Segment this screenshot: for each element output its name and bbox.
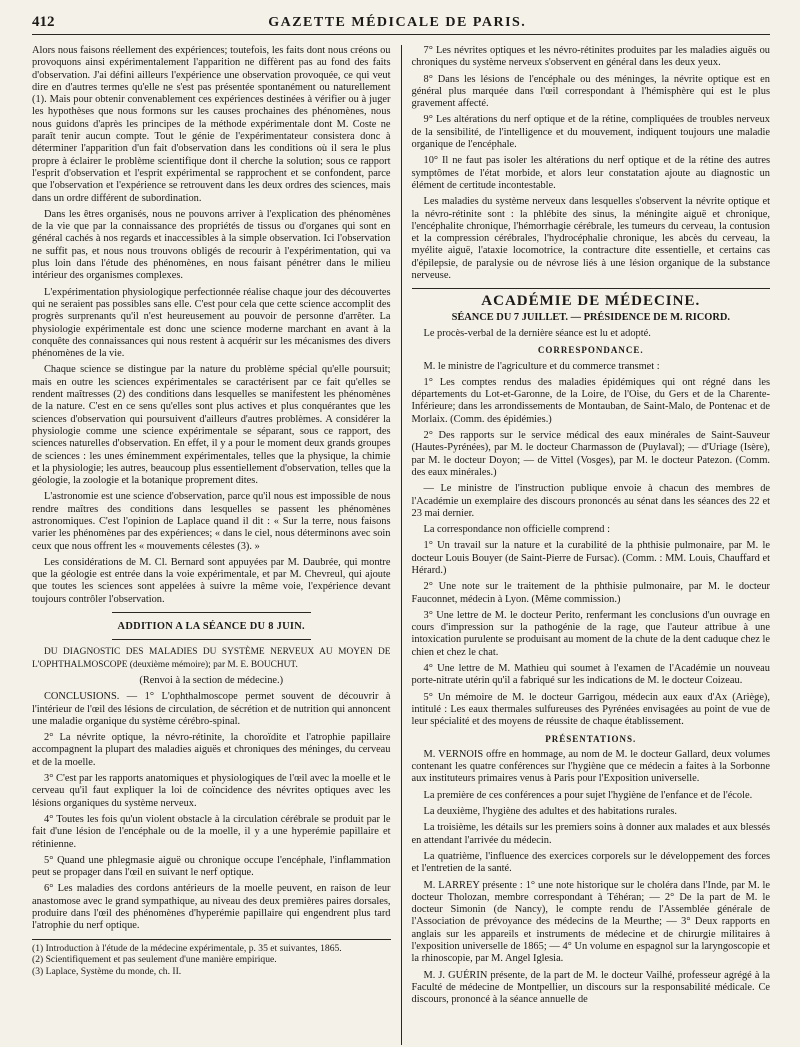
paragraph: 3° Une lettre de M. le docteur Perito, renfermant les conclusions d'un ouvrage en cours d'impression sur la pathogénie de la rage, que l'auteur attribue à une intoxication purulente se produisant au moment de la chute de la dent caduque chez le chien et chez le chat. (411, 609, 770, 658)
paragraph: 5° Un mémoire de M. le docteur Garrigou, médecin aux eaux d'Ax (Ariège), intitulé : Les eaux thermales sulfureuses des Pyrénées envisagées au point de vue de leur spécialité et des moyens de réussite de chaque établissement. (411, 691, 770, 728)
footnotes (32, 939, 391, 978)
left-column (32, 45, 401, 1045)
paragraph: 10° Il ne faut pas isoler les altérations du nerf optique et de la rétine des autres symptômes de l'état morbide, et alors leur constatation ajoute au diagnostic un élément de certitude incontestable. (411, 155, 770, 191)
seance-line: SÉANCE DU 7 JUILLET. — PRÉSIDENCE DE M. RICORD. (451, 311, 730, 323)
paragraph: M. J. GUÉRIN présente, de la part de M. le docteur Vailhé, professeur agrégé à la Faculté de médecine de Montpellier, un discours sur la responsabilité médicale. Ce discours, prononcé à la séance annuelle de (411, 969, 770, 1006)
paragraph: M. LARREY présente : 1° une note historique sur le choléra dans l'Inde, par M. le docteur Tholozan, membre correspondant à Téhéran; — 2° De la part de M. le docteur Simonin (de Nancy), le compte rendu de l'Assemblée générale de l'Association de prévoyance des médecins de la Meurthe; — 3° Deux rapports en anglais sur les appareils et instruments de médecine et de chirurgie militaires à l'exposition universelle de 1865; — 4° Un volume en espagnol sur la laryngoscopie et la rhinoscopie, par M. Angel Iglesia. (411, 879, 770, 965)
page-number: 412 (32, 14, 55, 30)
paragraph: 2° Une note sur le traitement de la phthisie pulmonaire, par M. le docteur Fauconnet, médecin à Lyon. (Même commission.) (411, 581, 770, 605)
paragraph: 1° Les comptes rendus des maladies épidémiques qui ont régné dans les départements du Lot-et-Garonne, de la Loire, de l'Oise, du Gers et de la Charente-Inférieure; dans les arrondissements de Montauban, de Saint-Malo, de Pontenac et de Morlaix. (Comm. des épidémies.) (411, 376, 770, 425)
conclusion: CONCLUSIONS. — 1° L'ophthalmoscope permet souvent de découvrir à l'intérieur de l'œil des lésions de circulation, de sécrétion et de nutrition qui annoncent une maladie organique du système cérébro-spinal. (32, 691, 391, 727)
paragraph: M. VERNOIS offre en hommage, au nom de M. le docteur Gallard, deux volumes contenant les quatre conférences sur l'hygiène que ce médecin a faites à la Sorbonne aux instituteurs primaires venus à Paris pour l'Exposition universelle. (411, 748, 770, 785)
paragraph: La première de ces conférences a pour sujet l'hygiène de l'enfance et de l'école. (423, 789, 753, 801)
divider (112, 639, 311, 640)
conclusion: 3° C'est par les rapports anatomiques et physiologiques de l'œil avec la moelle et le cerveau qu'il faut expliquer la loi de coïncidence des névrites optiques avec les lésions organiques du système nerveux. (32, 773, 391, 809)
footnote: (1) Introduction à l'étude de la médecine expérimentale, p. 35 et suivantes, 1865. (32, 942, 342, 954)
paragraph: 1° Un travail sur la nature et la curabilité de la phthisie pulmonaire, par M. le docteur Louis Bouyer (de Saint-Pierre de Fursac). (Comm. : MM. Louis, Chauffard et Hérard.) (411, 540, 770, 576)
conclusion: 2° La névrite optique, la névro-rétinite, la choroïdite et l'atrophie papillaire accompagnent la plupart des maladies aiguës et chroniques des méninges, du cerveau et de la moelle. (32, 732, 391, 768)
footnote: (2) Scientifiquement et pas seulement d'une manière empirique. (32, 954, 277, 966)
journal-title: GAZETTE MÉDICALE DE PARIS. (268, 15, 527, 30)
correspondance-label: CORRESPONDANCE. (537, 345, 644, 356)
addition-title: ADDITION A LA SÉANCE DU 8 JUIN. (117, 621, 305, 633)
paragraph: Les maladies du système nerveux dans lesquelles s'observent la névrite optique et la névro-rétinite sont : la phlébite des sinus, la méningite aiguë et chronique, l'encéphalite chronique, l'hémorrhagie cérébrale, les tumeurs du cerveau, la contusion et la compression cérébrales, l'hydrocéphalie chronique, les abcès du cerveau, la myélite aiguë, l'ataxie locomotrice, la contracture dite essentielle, et certains cas d'épilepsie, de paralysie ou de névrose liés à une lésion organique de la substance nerveuse. (411, 196, 770, 282)
proces-verbal: Le procès-verbal de la dernière séance est lu et adopté. (423, 327, 651, 339)
addition-renvoi: (Renvoi à la section de médecine.) (139, 674, 284, 686)
paragraph: La correspondance non officielle comprend : (423, 524, 610, 536)
paragraph: L'astronomie est une science d'observation, parce qu'il nous est impossible de nous rendre maîtres des conditions dans lesquelles se passent les phénomènes astronomiques. C'est l'opinion de Laplace quand il dit : « Sur la terre, nous faisons varier les phénomènes par des expériences; « dans le ciel, nous déterminons avec soin ceux que nous offrent les « mouvements célestes (3). » (32, 491, 391, 552)
conclusion: 5° Quand une phlegmasie aiguë ou chronique occupe l'encéphale, l'inflammation peut se propager dans l'œil en suivant le nerf optique. (32, 854, 391, 879)
paragraph: La quatrième, l'influence des exercices corporels sur le développement des forces et l'entretien de la santé. (411, 850, 770, 875)
paragraph: Dans les êtres organisés, nous ne pouvons arriver à l'explication des phénomènes de la vie que par la connaissance des propriétés de tissus ou d'organes qui sont en général cachés à nos regards et inaccessibles à la simple observation. Ici l'observation ne suffit pas, et nous nous trouvons obligés de recourir à l'expérimentation, qui va plus loin dans l'étude des phénomènes, en nous faisant pénétrer dans le milieu intérieur des organismes complexes. (32, 208, 391, 282)
addition-subtitle: DU DIAGNOSTIC DES MALADIES DU SYSTÈME NERVEUX AU MOYEN DE L'OPHTHALMOSCOPE (deuxième mémoire); par M. E. BOUCHUT. (32, 647, 391, 670)
right-column (401, 45, 771, 1045)
footnote: (3) Laplace, Système du monde, ch. II. (32, 965, 182, 977)
paragraph: 7° Les névrites optiques et les névro-rétinites produites par les maladies aiguës ou chroniques du système nerveux s'observent en général dans les deux yeux. (411, 45, 770, 69)
conclusion: 6° Les maladies des cordons antérieurs de la moelle peuvent, en raison de leur anastomose avec le grand sympathique, au niveau des deux premières paires dorsales, produire dans l'œil des phénomènes d'hyperémie papillaire qui engendrent plus tard l'atrophie du nerf optique. (32, 883, 391, 932)
paragraph: L'expérimentation physiologique perfectionnée réalise chaque jour des découvertes qui ne seraient pas possibles sans elle. C'est pour cela que cette science accomplit des progrès surprenants qu'il n'est heureusement au pouvoir de personne d'arrêter. La physiologie expérimentale est donc une science moderne marchant en avant à la conquête des connaissances qui nous restent à acquérir sur les mécanismes des divers phénomènes de la vie. (32, 286, 391, 360)
paragraph: La troisième, les détails sur les premiers soins à donner aux malades et aux blessés en attendant l'arrivée du médecin. (411, 822, 770, 846)
conclusion: 4° Toutes les fois qu'un violent obstacle à la circulation cérébrale se produit par le fait d'une lésion de l'encéphale ou de la moelle, il y a une hyperémie papillaire et rétinienne. (32, 813, 391, 850)
paragraph: La deuxième, l'hygiène des adultes et des habitations rurales. (423, 806, 677, 818)
divider (412, 288, 771, 289)
paragraph: 4° Une lettre de M. Mathieu qui soumet à l'examen de l'Académie un nouveau porte-nitrate utérin qu'il a fabriqué sur les indications de M. le docteur Coizeau. (411, 663, 770, 687)
paragraph: M. le ministre de l'agriculture et du commerce transmet : (423, 360, 660, 372)
divider (112, 612, 311, 613)
paragraph: — Le ministre de l'instruction publique envoie à chacun des membres de l'Académie un exemplaire des discours prononcés au sénat dans les séances des 22 et 23 mai dernier. (411, 483, 770, 519)
paragraph: Chaque science se distingue par la nature du problème spécial qu'elle poursuit; mais en outre les sciences expérimentales se caractérisent par ce fait qu'elles se rendent maîtresses (2) des conditions dans lesquelles se manifestent les phénomènes de la nature. C'est en ce sens qu'elles sont plus actives et plus conquérantes que les sciences d'observation qui poursuivent d'ailleurs d'autres problèmes. A considérer la physiologie comme une science expérimentale se séparant, sous ce rapport, des sciences naturelles d'observation. En effet, il y a pour le moment deux grands groupes de sciences : les unes éminemment expérimentales, telles que la physique, la chimie et la physiologie; les autres, beaucoup plus essentiellement d'observation, telles que la géologie, la zoologie et la botanique proprement dites. (32, 364, 391, 487)
paragraph: 2° Des rapports sur le service médical des eaux minérales de Saint-Sauveur (Hautes-Pyrénées), par M. le docteur Charmasson de (Puylaval); — d'Uriage (Isère), par M. le docteur Doyon; — de Vittel (Vosges), par M. le docteur Patezon. (Comm. des eaux minérales.) (411, 430, 770, 478)
presentations-label: PRÉSENTATIONS. (545, 733, 637, 744)
paragraph: 9° Les altérations du nerf optique et de la rétine, compliquées de troubles nerveux de la sensibilité, de l'intelligence et du mouvement, indiquent toujours une maladie organique de l'encéphale. (411, 114, 770, 151)
paragraph: Les considérations de M. Cl. Bernard sont appuyées par M. Daubrée, qui montre que la géologie est entrée dans la voie expérimentale, et par M. Chevreul, qui ajoute que toutes les sciences sont appelées à suivre la même voie, l'expérience devant toujours contrôler l'observation. (32, 556, 391, 605)
academy-title: ACADÉMIE DE MÉDECINE. (481, 293, 701, 310)
paragraph: 8° Dans les lésions de l'encéphale ou des méninges, la névrite optique est en général plus marquée dans l'œil correspondant à l'hémisphère qui est le plus gravement affecté. (411, 73, 770, 110)
page-header (32, 14, 770, 35)
paragraph: Alors nous faisons réellement des expériences; toutefois, les faits dont nous créons ou provoquons ainsi expérimentalement l'apparition ne diffèrent pas au fond des faits d'observation. J'ai défini ailleurs l'expérience une observation provoquée, ce qui veut dire en d'autres termes qu'elle ne s'est pas présentée spontanément ou naturellement (1). Mais pour obtenir convenablement ces expériences destinées à vérifier ou à juger les hypothèses que nous formons sur les causes prochaines des phénomènes, nous nous guidons d'après les principes de la méthode expérimentale dont M. Coste ne paraît tenir aucun compte. Tout le génie de l'expérimentateur consistera donc à déterminer l'apparition d'un fait d'observation dans les conditions où il sera le plus propre à éclairer le problème scientifique dont il cherche la solution; sous ce rapport l'esprit d'observation et l'esprit expérimental se rapprochent et se confondent, parce que l'observation et l'expérience se retrouvent dans les deux ordres des sciences, mais dans un ordre différent de subordination. (32, 45, 391, 204)
